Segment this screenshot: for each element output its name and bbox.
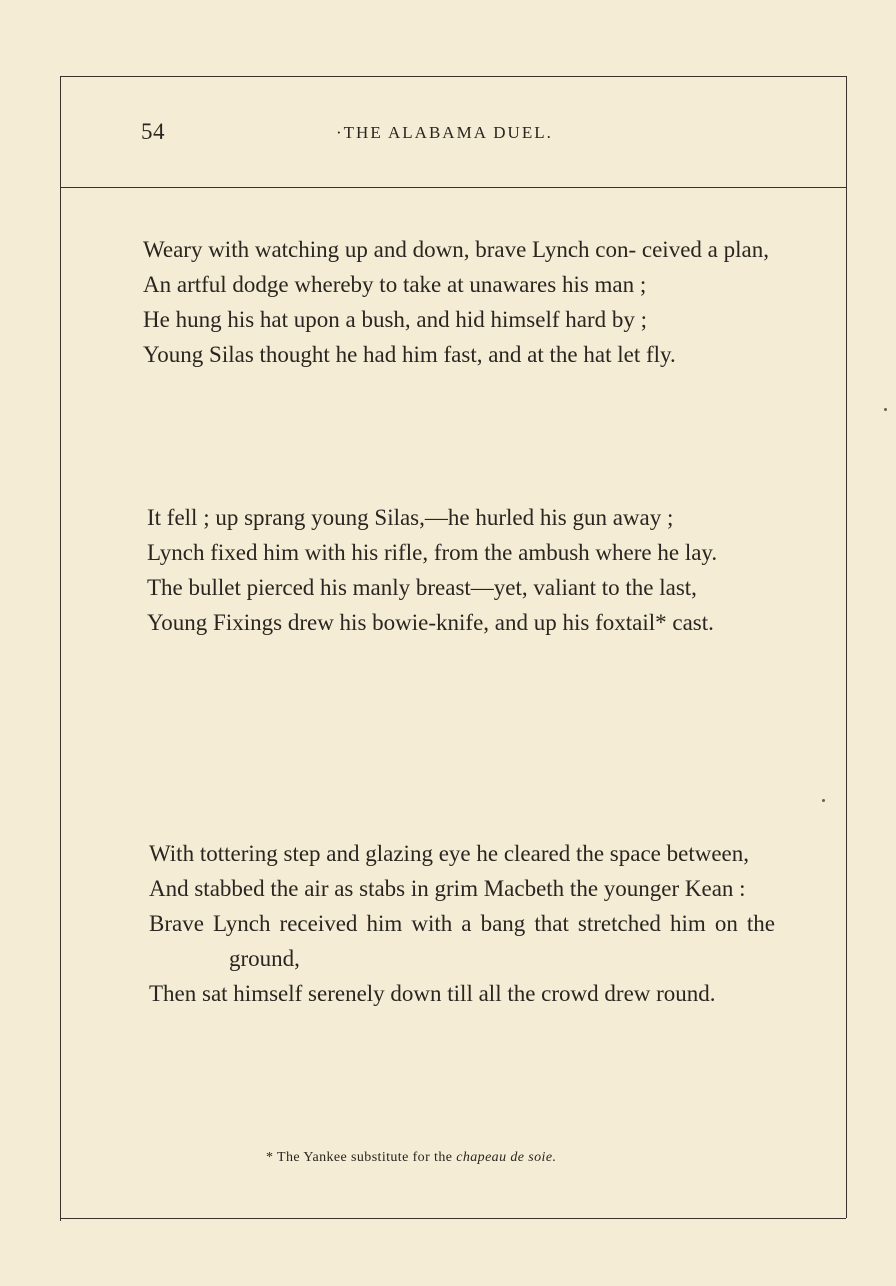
page-frame-bottom-rule: [60, 1218, 846, 1219]
poem-line: Lynch fixed him with his rifle, from the ambush where he lay.: [147, 540, 718, 565]
header-divider-rule: [60, 187, 846, 188]
poem-line: He hung his hat upon a bush, and hid himself hard by ;: [143, 307, 648, 332]
poem-line: Young Fixings drew his bowie-knife, and up his foxtail* cast.: [147, 610, 714, 635]
poem-line: Young Silas thought he had him fast, and at the hat let fly.: [143, 342, 676, 367]
footnote-italic: chapeau de soie.: [456, 1150, 557, 1165]
poem-line: And stabbed the air as stabs in grim Macbeth the younger Kean :: [149, 876, 746, 901]
paper-speck: [822, 799, 825, 802]
stanza: [143, 232, 775, 372]
footnote-text: * The Yankee substitute for the: [266, 1150, 457, 1165]
paper-speck: [884, 408, 887, 411]
poem-line: An artful dodge whereby to take at unawares his man ;: [143, 272, 647, 297]
running-title: ·THE ALABAMA DUEL.: [336, 123, 553, 142]
poem-line: Then sat himself serenely down till all the crowd drew round.: [149, 981, 716, 1006]
page-frame-left-rule: [60, 76, 61, 1221]
page-frame-top-rule: [60, 76, 846, 77]
poem-line: With tottering step and glazing eye he cleared the space between,: [149, 841, 750, 866]
poem-line: Weary with watching up and down, brave Lynch con- ceived a plan,: [143, 237, 769, 262]
poem-line: Brave Lynch received him with a bang that stretched him on the ground,: [149, 911, 775, 971]
footnote: [266, 1150, 556, 1166]
page-number: 54: [141, 119, 165, 144]
page-frame-right-rule: [846, 76, 847, 1218]
poem-line: The bullet pierced his manly breast—yet, valiant to the last,: [147, 575, 697, 600]
stanza: [147, 500, 775, 640]
poem-line: It fell ; up sprang young Silas,—he hurled his gun away ;: [147, 505, 674, 530]
stanza: [149, 836, 775, 1011]
